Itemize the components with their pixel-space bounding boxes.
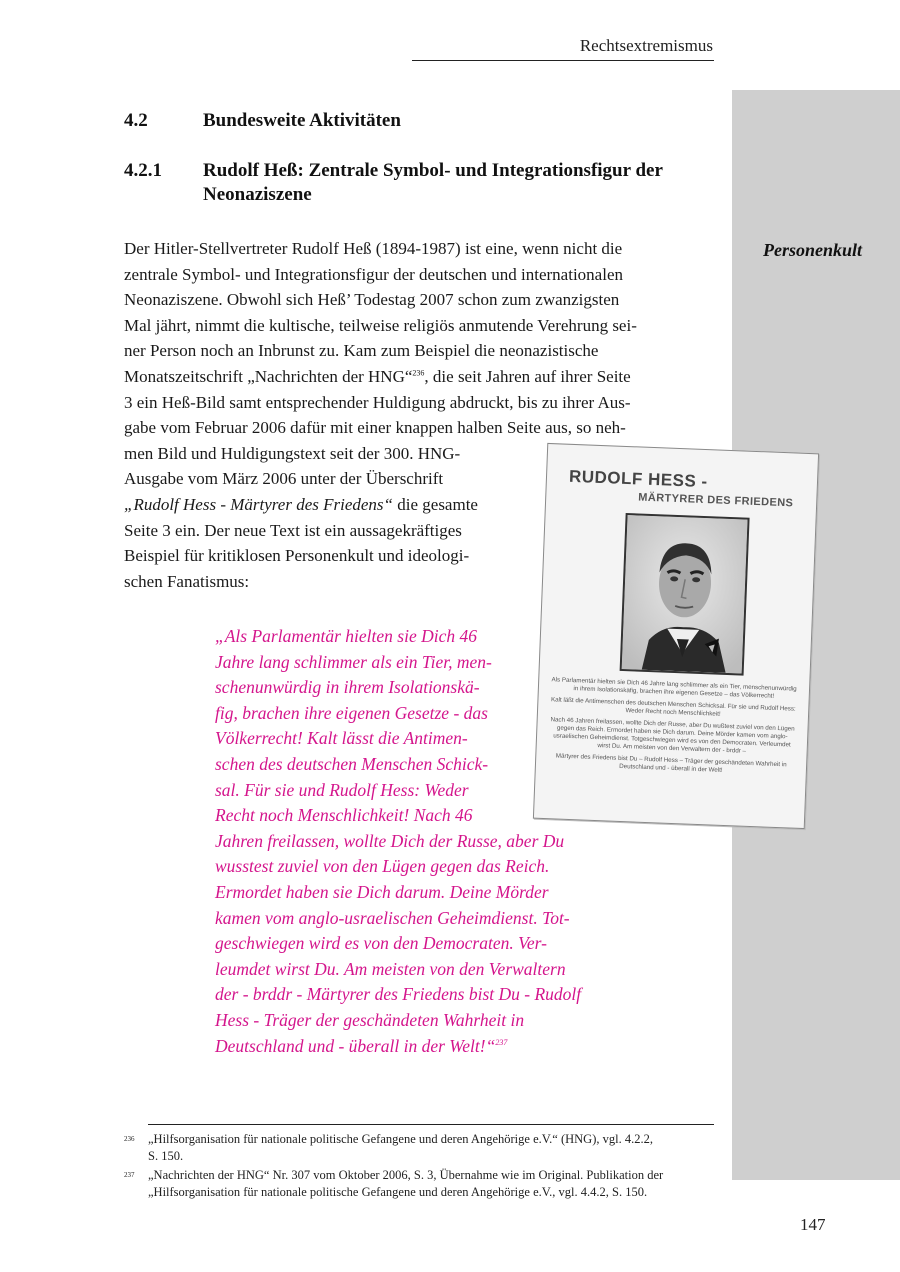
footnote-number: 236	[124, 1135, 135, 1143]
body-line	[124, 492, 536, 518]
footnote-236	[124, 1131, 714, 1165]
footnote-number: 237	[124, 1171, 135, 1179]
footnote-ref-236: 236	[412, 368, 425, 378]
quote-line: schenunwürdig in ihrem Isolationskä-	[215, 677, 480, 698]
body-line: zentrale Symbol- und Integrationsfigur der deutschen und internationalen	[124, 264, 623, 284]
caption-paragraph: Kalt läßt die Antimenschen des deutschen Menschen Schicksal. Für sie und Rudolf Hess: Weder Recht noch Menschlichkeit!	[550, 696, 796, 718]
subsection-title-line2: Neonaziszene	[203, 184, 312, 205]
quote-last-line: Deutschland und - überall in der Welt!“	[215, 1035, 496, 1056]
quote-line: der - brddr - Märtyrer des Friedens bist Du - Rudolf	[215, 984, 582, 1005]
subsection-number: 4.2.1	[124, 160, 162, 181]
subsection-title	[203, 160, 714, 206]
section-number: 4.2	[124, 110, 148, 131]
caption-paragraph: Nach 46 Jahren freilassen, wollte Dich der Russe, aber Du wußtest zuviel von den Lügen gegen das Reich. Ermordet haben sie Dich darum. Deine Mörder kamen vom anglo-usraelischen Geheimdienst. Totgeschwiegen wird es von den Democraten. Verleumdet wirst Du. Am meisten von den Verwaltern der - brddr –	[550, 716, 795, 755]
quote-line: kamen vom anglo-usraelischen Geheimdienst. Tot-	[215, 907, 570, 928]
body-line: gabe vom Februar 2006 dafür mit einer knappen halben Seite aus, so neh-	[124, 418, 626, 438]
quote-line: sal. Für sie und Rudolf Hess: Weder	[215, 779, 469, 800]
footnote-text-line: „Nachrichten der HNG“ Nr. 307 vom Oktober 2006, S. 3, Übernahme wie im Original. Publikation der	[148, 1168, 664, 1182]
margin-note: Personenkult	[763, 240, 863, 260]
footnote-rule	[148, 1124, 714, 1125]
body-line: schen Fanatismus:	[124, 571, 250, 591]
footnote-text-line: „Hilfsorganisation für nationale politische Gefangene und deren Angehörige e.V., vgl. 4.4.2, S. 150.	[148, 1185, 648, 1199]
quote-line: Jahre lang schlimmer als ein Tier, men-	[215, 651, 492, 672]
body-line-part: die gesamte	[393, 494, 478, 514]
quote-line	[215, 1034, 625, 1060]
running-head: Rechtsextremismus	[579, 36, 713, 55]
portrait-photo	[620, 513, 750, 676]
footnote-237	[124, 1167, 714, 1201]
caption-paragraph: Als Parlamentär hielten sie Dich 46 Jahre lang schlimmer als ein Tier, menschenunwürdig in ihrem Isolationskäfig, brachen ihre eigenen Gesetze – das Völkerrecht!	[551, 676, 797, 700]
body-line-part: „Rudolf Hess - Märtyrer des Friedens“	[124, 494, 393, 514]
body-line-part: , die seit Jahren auf ihrer Seite	[424, 366, 631, 386]
footnote-text-line: S. 150.	[148, 1149, 184, 1163]
newsletter-clipping-image	[533, 443, 819, 829]
header-rule	[412, 60, 714, 61]
portrait-illustration	[622, 515, 748, 673]
body-line: Ausgabe vom März 2006 unter der Überschrift	[124, 469, 444, 489]
clipping-caption	[546, 676, 800, 782]
body-line: Seite 3 ein. Der neue Text ist ein aussagekräftiges	[124, 520, 462, 540]
body-line	[124, 364, 714, 390]
quote-line: Recht noch Menschlichkeit! Nach 46	[215, 805, 473, 826]
quote-line: schen des deutschen Menschen Schick-	[215, 753, 489, 774]
body-line: Neonaziszene. Obwohl sich Heß’ Todestag 2007 schon zum zwanzigsten	[124, 290, 620, 310]
clipping-title: RUDOLF HESS -	[568, 466, 709, 492]
quote-line: Völkerrecht! Kalt lässt die Antimen-	[215, 728, 468, 749]
body-line-part: Monatszeitschrift „Nachrichten der HNG“	[124, 366, 413, 386]
clipping-subtitle: MÄRTYRER DES FRIEDENS	[638, 491, 794, 510]
quote-line: fig, brachen ihre eigenen Gesetze - das	[215, 702, 488, 723]
caption-paragraph: Märtyrer des Friedens bist Du – Rudolf Hess – Träger der geschändeten Wahrheit in Deutschland und - überall in der Welt!	[555, 752, 787, 774]
body-line: 3 ein Heß-Bild samt entsprechender Huldigung abdruckt, bis zu ihrer Aus-	[124, 392, 631, 412]
body-line: Mal jährt, nimmt die kultische, teilweise religiös anmutende Verehrung sei-	[124, 315, 637, 335]
section-title: Bundesweite Aktivitäten	[203, 110, 401, 131]
subsection-title-line1: Rudolf Heß: Zentrale Symbol- und Integrationsfigur der	[203, 160, 663, 181]
quote-line: „Als Parlamentär hielten sie Dich 46	[215, 626, 477, 646]
quote-line: Jahren freilassen, wollte Dich der Russe, aber Du	[215, 830, 565, 851]
quote-line: Hess - Träger der geschändeten Wahrheit in	[215, 1009, 525, 1030]
quote-line: geschwiegen wird es von den Democraten. Ver-	[215, 933, 547, 954]
body-line: Der Hitler-Stellvertreter Rudolf Heß (1894-1987) ist eine, wenn nicht die	[124, 239, 623, 258]
footnote-ref-237: 237	[495, 1037, 508, 1047]
footnote-text-line: „Hilfsorganisation für nationale politische Gefangene und deren Angehörige e.V.“ (HNG), vgl. 4.2.2,	[148, 1132, 653, 1146]
quote-line: wusstest zuviel von den Lügen gegen das Reich.	[215, 856, 550, 877]
body-line: ner Person noch an Inbrunst zu. Kam zum Beispiel die neonazistische	[124, 341, 599, 361]
body-line: men Bild und Huldigungstext seit der 300. HNG-	[124, 443, 461, 463]
quote-line: Ermordet haben sie Dich darum. Deine Mörder	[215, 881, 549, 902]
quote-line: leumdet wirst Du. Am meisten von den Verwaltern	[215, 958, 566, 979]
body-line: Beispiel für kritiklosen Personenkult und ideologi-	[124, 546, 470, 566]
page-number: 147	[800, 1215, 826, 1234]
